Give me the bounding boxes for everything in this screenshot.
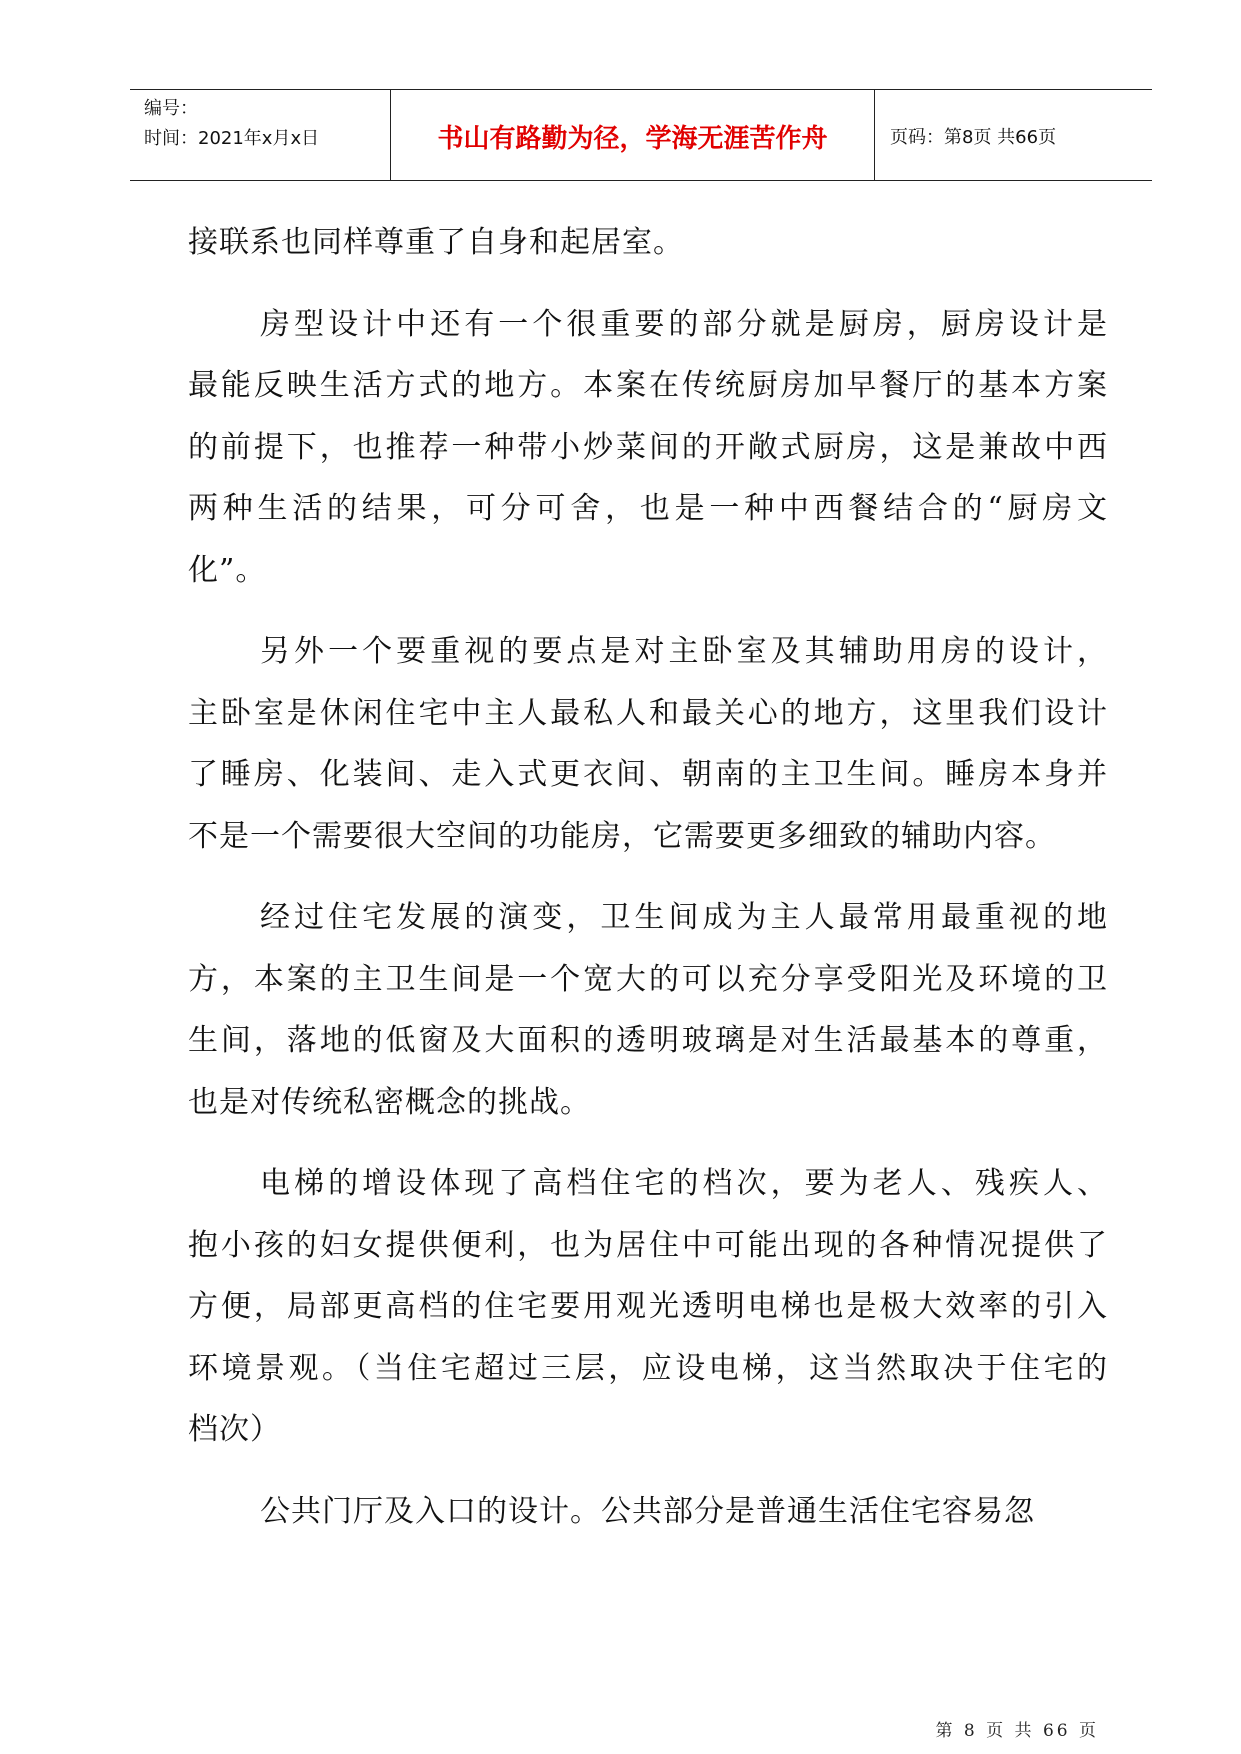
- text-line: 房型设计中还有一个很重要的部分就是厨房，厨房设计是: [260, 306, 1108, 342]
- text-line: 公共门厅及入口的设计。公共部分是普通生活住宅容易忽: [260, 1493, 1035, 1529]
- page-header: [130, 89, 1152, 181]
- paragraph: [188, 1153, 1108, 1461]
- text-line: 环境景观。（当住宅超过三层，应设电梯，这当然取决于住宅的: [188, 1350, 1108, 1386]
- paragraph-gap: [188, 601, 1108, 621]
- text-line: 方便，局部更高档的住宅要用观光透明电梯也是极大效率的引入: [188, 1289, 1108, 1324]
- text-line: 方，本案的主卫生间是一个宽大的可以充分享受阳光及环境的卫: [188, 961, 1108, 997]
- paragraph: [188, 294, 1108, 602]
- text-line: 化”。: [188, 552, 267, 588]
- header-divider: [874, 90, 875, 181]
- text-line: 主卧室是休闲住宅中主人最私人和最关心的地方，这里我们设计: [188, 695, 1108, 731]
- page-footer: 第 8 页 共 66 页: [935, 1721, 1099, 1741]
- text-line: 了睡房、化装间、走入式更衣间、朝南的主卫生间。睡房本身并: [188, 757, 1108, 792]
- text-line: 电梯的增设体现了高档住宅的档次，要为老人、残疾人、: [260, 1166, 1108, 1201]
- time-label: 时间：2021年x月x日: [144, 128, 320, 149]
- paragraph-gap: [188, 1461, 1108, 1481]
- paragraph: [188, 1481, 1108, 1543]
- text-line: 档次）: [188, 1412, 281, 1447]
- paragraph-gap: [188, 867, 1108, 887]
- text-line: 经过住宅发展的演变，卫生间成为主人最常用最重视的地: [260, 900, 1108, 935]
- number-label: 编号：: [144, 98, 198, 119]
- document-body: [188, 212, 1108, 1542]
- paragraph: [188, 212, 1108, 274]
- text-line: 也是对传统私密概念的挑战。: [188, 1084, 591, 1120]
- header-motto: 书山有路勤为径，学海无涯苦作舟: [437, 124, 828, 154]
- header-meta: [144, 94, 319, 154]
- text-line: 生间，落地的低窗及大面积的透明玻璃是对生活最基本的尊重，: [188, 1023, 1108, 1058]
- text-line: 不是一个需要很大空间的功能房，它需要更多细致的辅助内容。: [188, 818, 1056, 854]
- text-line: 的前提下，也推荐一种带小炒菜间的开敞式厨房，这是兼故中西: [188, 429, 1108, 465]
- paragraph-gap: [188, 1133, 1108, 1153]
- text-line: 两种生活的结果，可分可舍，也是一种中西餐结合的“厨房文: [188, 491, 1108, 526]
- paragraph: [188, 621, 1108, 867]
- text-line: 接联系也同样尊重了自身和起居室。: [188, 225, 684, 260]
- text-line: 另外一个要重视的要点是对主卧室及其辅助用房的设计，: [260, 634, 1108, 669]
- paragraph-gap: [188, 274, 1108, 294]
- paragraph: [188, 887, 1108, 1133]
- text-line: 抱小孩的妇女提供便利，也为居住中可能出现的各种情况提供了: [188, 1227, 1108, 1263]
- text-line: 最能反映生活方式的地方。本案在传统厨房加早餐厅的基本方案: [188, 368, 1108, 403]
- header-page-label: 页码：第8页 共66页: [890, 127, 1057, 148]
